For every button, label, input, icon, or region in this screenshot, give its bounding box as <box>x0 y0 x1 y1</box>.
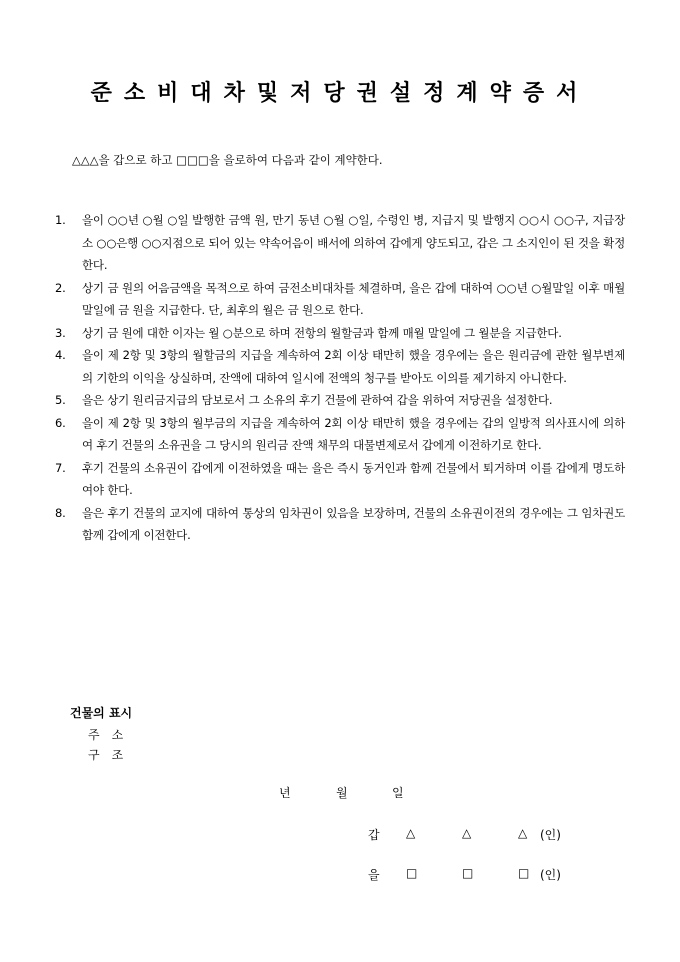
building-heading: 건물의 표시 <box>70 706 133 720</box>
party-b-mark: □ <box>462 866 474 880</box>
party-a-label: 갑 <box>368 828 380 842</box>
building-structure-label: 구조 <box>88 748 136 762</box>
clause-item <box>55 457 625 502</box>
date-day: 일 <box>392 786 404 800</box>
clause-number: 2. <box>55 280 66 295</box>
clause-text: 을은 상기 원리금지급의 담보로서 그 소유의 후기 건물에 관하여 갑을 위하여 저당권을 설정한다. <box>82 393 553 407</box>
clause-item <box>55 389 625 412</box>
clause-number: 6. <box>55 415 66 430</box>
clause-text: 후기 건물의 소유권이 갑에게 이전하였을 때는 을은 즉시 동거인과 함께 건물에서 퇴거하며 이를 갑에게 명도하여야 한다. <box>82 460 625 497</box>
party-a-mark: △ <box>406 826 416 840</box>
building-address-label: 주소 <box>88 728 136 742</box>
clause-text: 을이 ○○년 ○월 ○일 발행한 금액 원, 만기 동년 ○월 ○일, 수령인 병, 지급지 및 발행지 ○○시 ○○구, 지급장소 ○○은행 ○○지점으로 되어 있는 약속어음이 배서에 의하여 갑에게 양도되고, 갑은 그 소지인이 된 것을 확정한다. <box>82 213 625 272</box>
clause-number: 5. <box>55 393 66 407</box>
clause-number: 4. <box>55 348 66 362</box>
party-b-seal: (인) <box>540 868 561 882</box>
party-a-mark: △ <box>462 826 472 840</box>
clause-text: 상기 금 원에 대한 이자는 월 ○분으로 하며 전항의 월할금과 함께 매월 말일에 그 월분을 지급한다. <box>82 325 562 340</box>
clause-item <box>55 412 625 457</box>
clause-number: 3. <box>55 325 66 340</box>
clause-item <box>55 344 625 389</box>
clause-number: 7. <box>55 460 66 475</box>
date-year: 년 <box>279 786 291 800</box>
party-b-mark: □ <box>406 866 418 880</box>
clause-list <box>55 209 625 547</box>
party-a-mark: △ <box>518 826 528 840</box>
clause-text: 상기 금 원의 어음금액을 목적으로 하여 금전소비대차를 체결하며, 을은 갑에 대하여 ○○년 ○월말일 이후 매월 말일에 금 원을 지급한다. 단, 최후의 월은 금 원으로 한다. <box>82 280 625 317</box>
clause-item <box>55 502 625 547</box>
party-b-mark: □ <box>518 866 530 880</box>
clause-item <box>55 277 625 322</box>
clause-text: 을은 후기 건물의 교지에 대하여 통상의 임차권이 있음을 보장하며, 건물의 소유권이전의 경우에는 그 임차권도 함께 갑에게 이전한다. <box>82 505 625 542</box>
clause-number: 8. <box>55 505 66 520</box>
intro-text: △△△을 갑으로 하고 □□□을 을로하여 다음과 같이 계약한다. <box>72 153 383 167</box>
date-month: 월 <box>336 786 348 800</box>
clause-number: 1. <box>55 213 66 227</box>
clause-text: 을이 제 2항 및 3항의 월부금의 지급을 계속하여 2회 이상 태만히 했을 경우에는 갑의 일방적 의사표시에 의하여 후기 건물의 소유권을 그 당시의 원리금 잔액 채무의 대물변제로서 갑에게 이전하기로 한다. <box>82 415 625 452</box>
party-b-label: 을 <box>368 868 380 882</box>
clause-item <box>55 322 625 345</box>
document-title: 준소비대차및저당권설정계약증서 <box>90 80 590 106</box>
clause-text: 을이 제 2항 및 3항의 월할금의 지급을 계속하여 2회 이상 태만히 했을 경우에는 을은 원리금에 관한 월부변제의 기한의 이익을 상실하며, 잔액에 대하여 일시에 전액의 청구를 받아도 이의를 제기하지 아니한다. <box>82 348 625 385</box>
party-a-seal: (인) <box>540 828 561 842</box>
clause-item <box>55 209 625 277</box>
